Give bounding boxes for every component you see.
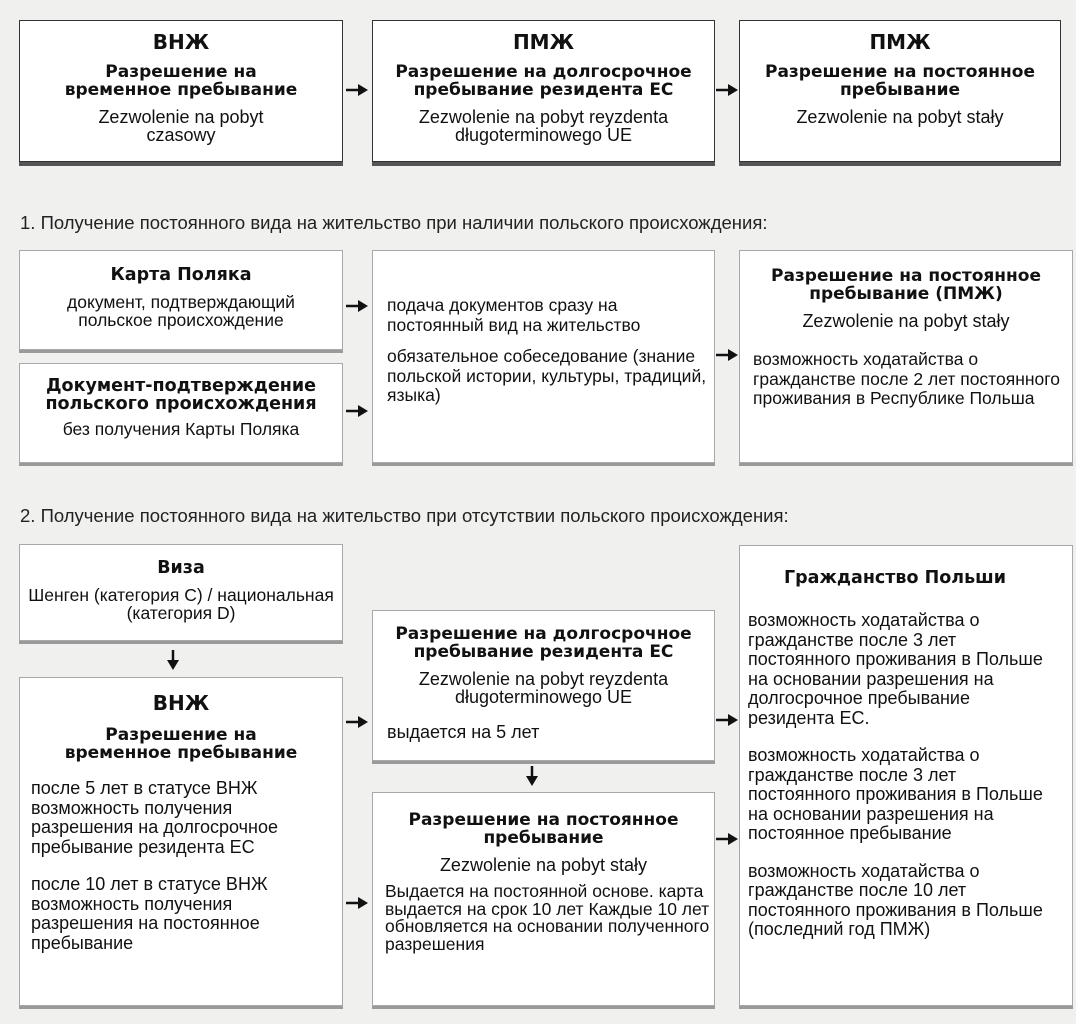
box-subtitle: Разрешение на долгосрочное пребывание резидента ЕС [395, 624, 692, 662]
box-text: Выдается на постоянной основе. карта выдается на срок 10 лет Каждые 10 лет обновляется на основании полученного разрешения [385, 881, 710, 954]
top-box-vnzh [19, 20, 343, 162]
box-title: Документ-подтверждение польского происхождения [45, 376, 317, 414]
section1-heading: 1. Получение постоянного вида на жительство при наличии польского происхождения: [20, 212, 768, 233]
box-text: Шенген (категория С) / национальная (категория D) [28, 585, 334, 623]
box-subtitle: Разрешение на долгосрочное пребывание резидента ЕС [395, 62, 692, 100]
box-title: Гражданство Польши [783, 568, 1007, 588]
box-subtitle: Разрешение на постоянное пребывание [765, 62, 1035, 100]
box-polish: Zezwolenie na pobyt stały [439, 855, 648, 875]
arrow-right-icon [716, 84, 738, 96]
box-text: возможность ходатайства о гражданстве после 2 лет постоянного проживания в Республике Польша [753, 349, 1061, 408]
box-text: подача документов сразу на постоянный вид на жительство [387, 295, 641, 335]
box-text: выдается на 5 лет [387, 722, 540, 742]
box-title: Разрешение на постоянное пребывание (ПМЖ) [771, 266, 1041, 304]
box-text: возможность ходатайства о гражданстве после 3 лет постоянного проживания в Польше на основании разрешения на долгосрочное пребывание резидента ЕС. [748, 610, 1043, 728]
box-text: возможность ходатайства о гражданстве после 10 лет постоянного проживания в Польше (последний год ПМЖ) [748, 860, 1043, 939]
karta-polyaka-box [19, 250, 343, 350]
box-title: ВНЖ [152, 691, 210, 715]
top-box-pmzh-permanent [739, 20, 1061, 162]
box-title: ПМЖ [512, 30, 575, 54]
permanent-residence-box [739, 250, 1073, 463]
vnzh-box [19, 677, 343, 1006]
polish-origin-document-box [19, 363, 343, 463]
citizenship-box [739, 545, 1073, 1006]
box-text: после 5 лет в статусе ВНЖ возможность получения разрешения на долгосрочное пребывание резидента ЕС [31, 778, 279, 857]
box-title: Карта Поляка [110, 265, 252, 285]
box-polish: Zezwolenie na pobyt stały [796, 107, 1004, 127]
box-text: обязательное собеседование (знание польской истории, культуры, традиций, языка) [387, 346, 707, 405]
box-subtitle: Разрешение на временное пребывание [64, 62, 298, 100]
arrow-down-icon [167, 650, 179, 670]
top-box-pmzh-eu [372, 20, 715, 162]
box-polish: Zezwolenie na pobyt reyzdenta długoterminowego UE [418, 107, 669, 145]
box-subtitle: Разрешение на постоянное пребывание [408, 810, 679, 848]
arrow-right-icon [346, 84, 368, 96]
box-polish: Zezwolenie na pobyt czasowy [98, 107, 264, 145]
box-text: документ, подтверждающий польское происхождение [67, 292, 295, 330]
arrow-right-icon [346, 300, 368, 312]
box-subtitle: Разрешение на временное пребывание [64, 725, 298, 763]
box-polish: Zezwolenie na pobyt reyzdenta długoterminowego UE [418, 669, 669, 707]
section2-heading: 2. Получение постоянного вида на жительство при отсутствии польского происхождения: [20, 505, 789, 526]
box-title: ВНЖ [152, 30, 210, 54]
arrow-right-icon [346, 897, 368, 909]
box-title: ПМЖ [869, 30, 931, 54]
box-polish: Zezwolenie na pobyt stały [802, 311, 1010, 331]
arrow-right-icon [716, 349, 738, 361]
arrow-down-icon [526, 766, 538, 786]
arrow-right-icon [716, 833, 738, 845]
box-text: без получения Карты Поляка [62, 419, 300, 439]
longterm-eu-box [372, 610, 715, 761]
box-text: возможность ходатайства о гражданстве после 3 лет постоянного проживания в Польше на основании разрешения на постоянное пребывание [748, 745, 1043, 843]
arrow-right-icon [346, 716, 368, 728]
direct-application-box [372, 250, 715, 463]
permanent-stay-box [372, 792, 715, 1006]
visa-box [19, 544, 343, 641]
box-text: после 10 лет в статусе ВНЖ возможность получения разрешения на постоянное пребывание [31, 874, 268, 953]
arrow-right-icon [346, 405, 368, 417]
arrow-right-icon [716, 714, 738, 726]
box-title: Виза [157, 558, 205, 578]
